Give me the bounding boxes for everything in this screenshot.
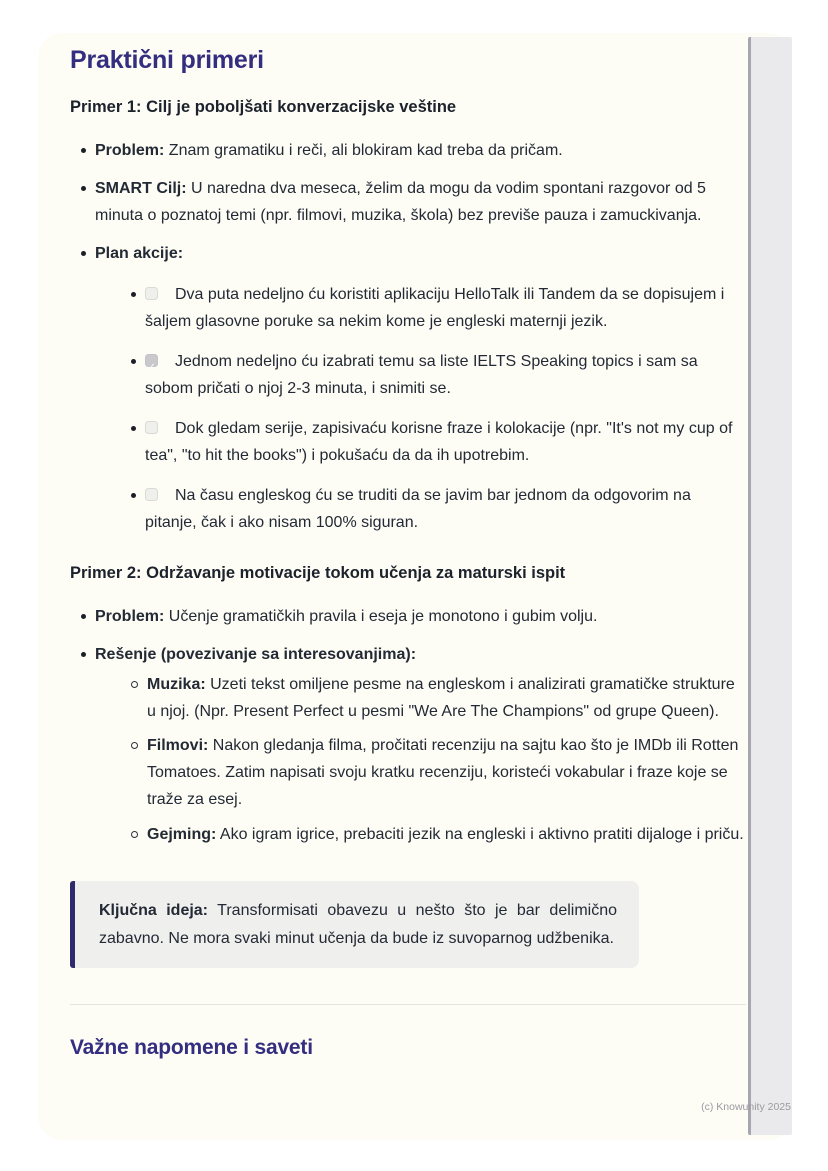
smart-goal-text: U naredna dva meseca, želim da mogu da vodim spontani razgovor od 5 minuta o poznatoj temi (npr. filmovi, muzika, škola) bez previše pauza i zamuckivanja. (95, 180, 706, 224)
key-idea-label: Ključna ideja: (99, 902, 209, 919)
problem-text: Učenje gramatičkih pravila i eseja je monotono i gubim volju. (168, 608, 598, 625)
problem-text: Znam gramatiku i reči, ali blokiram kad treba da pričam. (168, 142, 563, 159)
copyright-text: (c) Knowunity 2025 (701, 1101, 791, 1113)
key-idea-text: Transformisati obavezu u nešto što je bar delimično zabavno. Ne mora svaki minut učenja da bude iz suvoparnog udžbenika. (99, 902, 618, 947)
checklist-item-text: Dva puta nedeljno ću koristiti aplikaciju HelloTalk ili Tandem da se dopisujem i šaljem glasovne poruke sa nekim kome je engleski maternji jezik. (145, 286, 725, 330)
list-item (70, 175, 746, 229)
interest-text: Ako igram igrice, prebaciti jezik na engleski i aktivno pratiti dijaloge i priču. (219, 826, 744, 843)
problem-label: Problem: (95, 608, 165, 625)
interest-text: Uzeti tekst omiljene pesme na engleskom i analizirati gramatičke strukture u njoj. (Npr. Present Perfect u pesmi "We Are The Champions" od grupe Queen). (147, 676, 735, 720)
checklist-item-text: Jednom nedeljno ću izabrati temu sa liste IELTS Speaking topics i sam sa sobom pričati o njoj 2-3 minuta, i snimiti se. (145, 353, 698, 397)
interest-text: Nakon gledanja filma, pročitati recenziju na sajtu kao što je IMDb ili Rotten Tomatoes. Zatim napisati svoju kratku recenziju, koristeći vokabular i fraze koje se traže za esej. (147, 737, 739, 808)
action-plan-checklist (95, 281, 746, 536)
interests-list (95, 671, 746, 848)
checkbox[interactable] (145, 287, 158, 300)
example2-list (70, 603, 746, 848)
interest-item (95, 821, 746, 848)
example1-heading: Primer 1: Cilj je poboljšati konverzacijske veštine (70, 98, 457, 116)
key-idea-callout (70, 881, 639, 968)
next-section-title: Važne napomene i saveti (70, 1036, 313, 1059)
example1-list (70, 137, 746, 536)
interest-label: Filmovi: (147, 737, 209, 754)
solution-label: Rešenje (povezivanje sa interesovanjima): (95, 646, 417, 663)
checklist-item (95, 415, 746, 469)
checkbox[interactable] (145, 354, 158, 367)
action-plan-label: Plan akcije: (95, 245, 184, 262)
section-divider (70, 1004, 746, 1005)
problem-label: Problem: (95, 142, 165, 159)
example2-heading: Primer 2: Održavanje motivacije tokom učenja za maturski ispit (70, 564, 566, 582)
list-item (70, 240, 746, 536)
smart-goal-label: SMART Cilj: (95, 180, 187, 197)
checklist-item-text: Na času engleskog ću se truditi da se javim bar jednom da odgovorim na pitanje, čak i ako nisam 100% siguran. (145, 487, 691, 531)
scrollbar[interactable] (748, 37, 792, 1135)
interest-label: Gejming: (147, 826, 217, 843)
list-item (70, 137, 746, 164)
interest-item (95, 732, 746, 813)
document-page (38, 33, 792, 1140)
checklist-item-text: Dok gledam serije, zapisivaću korisne fraze i kolokacije (npr. "It's not my cup of tea", "to hit the books") i pokušaću da da ih upotrebim. (145, 420, 733, 464)
checklist-item (95, 348, 746, 402)
checkbox[interactable] (145, 488, 158, 501)
list-item (70, 641, 746, 848)
checkbox[interactable] (145, 421, 158, 434)
list-item (70, 603, 746, 630)
page-title: Praktični primeri (70, 46, 264, 74)
checklist-item (95, 281, 746, 335)
checklist-item (95, 482, 746, 536)
interest-item (95, 671, 746, 725)
interest-label: Muzika: (147, 676, 206, 693)
